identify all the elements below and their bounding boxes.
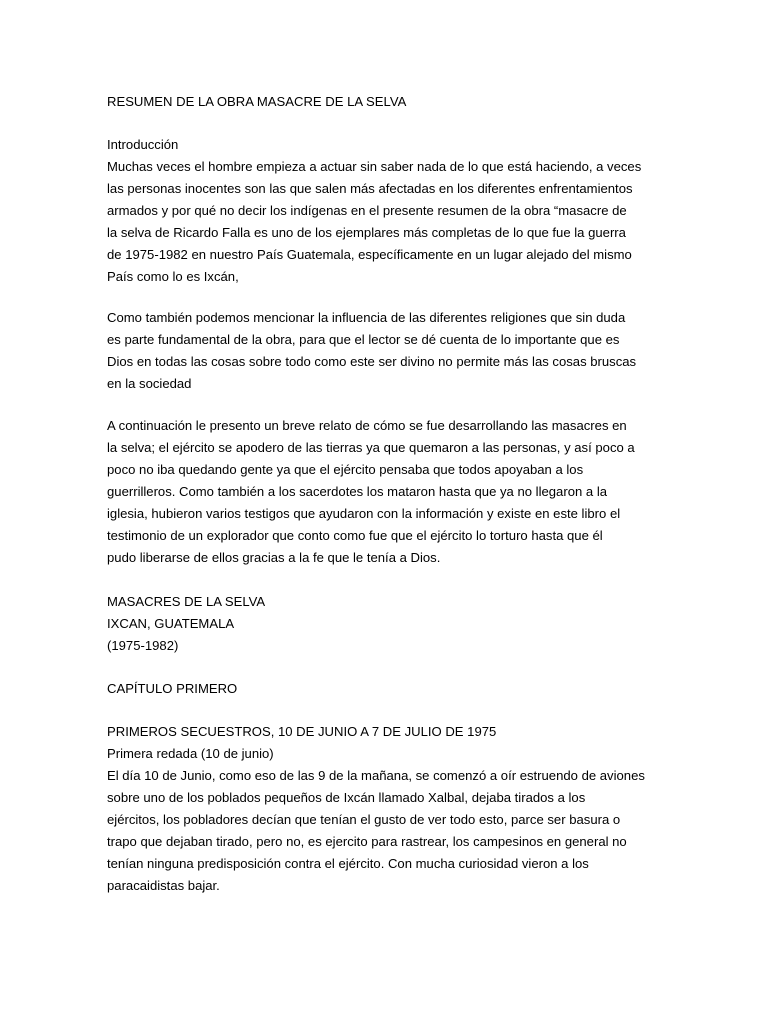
summary-line: iglesia, hubieron varios testigos que ayudaron con la información y existe en este libro el: [107, 506, 621, 521]
religion-line: Dios en todas las cosas sobre todo como este ser divino no permite más las cosas bruscas: [107, 354, 637, 369]
summary-line: poco no iba quedando gente ya que el ejército pensaba que todos apoyaban a los: [107, 462, 584, 477]
summary-line: A continuación le presento un breve relato de cómo se fue desarrollando las masacres en: [107, 418, 627, 433]
summary-line: la selva; el ejército se apodero de las tierras ya que quemaron a las personas, y así poco a: [107, 440, 635, 455]
chapter-heading-text: CAPÍTULO PRIMERO: [107, 681, 238, 696]
section-heading: PRIMEROS SECUESTROS, 10 DE JUNIO A 7 DE JULIO DE 1975: [107, 724, 497, 739]
book-location: IXCAN, GUATEMALA: [107, 616, 235, 631]
intro-line: las personas inocentes son las que salen más afectadas en los diferentes enfrentamientos: [107, 181, 633, 196]
introduction-section: [107, 134, 667, 288]
religion-line: es parte fundamental de la obra, para que el lector se dé cuenta de lo importante que es: [107, 332, 620, 347]
intro-line: País como lo es Ixcán,: [107, 269, 239, 284]
book-header: [107, 591, 667, 657]
religion-line: Como también podemos mencionar la influencia de las diferentes religiones que sin duda: [107, 310, 626, 325]
intro-line: Muchas veces el hombre empieza a actuar sin saber nada de lo que está haciendo, a veces: [107, 159, 642, 174]
summary-paragraph: [107, 415, 667, 569]
intro-line: armados y por qué no decir los indígenas en el presente resumen de la obra “masacre de: [107, 203, 627, 218]
chapter-line: El día 10 de Junio, como eso de las 9 de la mañana, se comenzó a oír estruendo de aviones: [107, 768, 645, 783]
summary-line: pudo liberarse de ellos gracias a la fe que le tenía a Dios.: [107, 550, 441, 565]
chapter-line: sobre uno de los poblados pequeños de Ixcán llamado Xalbal, dejaba tirados a los: [107, 790, 586, 805]
chapter-line: paracaidistas bajar.: [107, 878, 220, 893]
chapter-line: tenían ninguna predisposición contra el ejército. Con mucha curiosidad vieron a los: [107, 856, 589, 871]
intro-heading: Introducción: [107, 137, 179, 152]
book-years: (1975-1982): [107, 638, 179, 653]
subsection-heading: Primera redada (10 de junio): [107, 746, 274, 761]
document-title: [107, 91, 667, 113]
chapter-heading: [107, 678, 667, 700]
chapter-line: trapo que dejaban tirado, pero no, es ejercito para rastrear, los campesinos en general no: [107, 834, 627, 849]
document-title-text: RESUMEN DE LA OBRA MASACRE DE LA SELVA: [107, 94, 407, 109]
religion-paragraph: [107, 307, 667, 395]
chapter-line: ejércitos, los pobladores decían que tenían el gusto de ver todo esto, parce ser basura o: [107, 812, 621, 827]
intro-line: de 1975-1982 en nuestro País Guatemala, específicamente en un lugar alejado del mismo: [107, 247, 632, 262]
book-title: MASACRES DE LA SELVA: [107, 594, 266, 609]
summary-line: guerrilleros. Como también a los sacerdotes los mataron hasta que ya no llegaron a la: [107, 484, 608, 499]
religion-line: en la sociedad: [107, 376, 192, 391]
summary-line: testimonio de un explorador que conto como fue que el ejército lo torturo hasta que él: [107, 528, 603, 543]
intro-line: la selva de Ricardo Falla es uno de los ejemplares más completas de lo que fue la guerra: [107, 225, 626, 240]
chapter-section: [107, 721, 667, 897]
